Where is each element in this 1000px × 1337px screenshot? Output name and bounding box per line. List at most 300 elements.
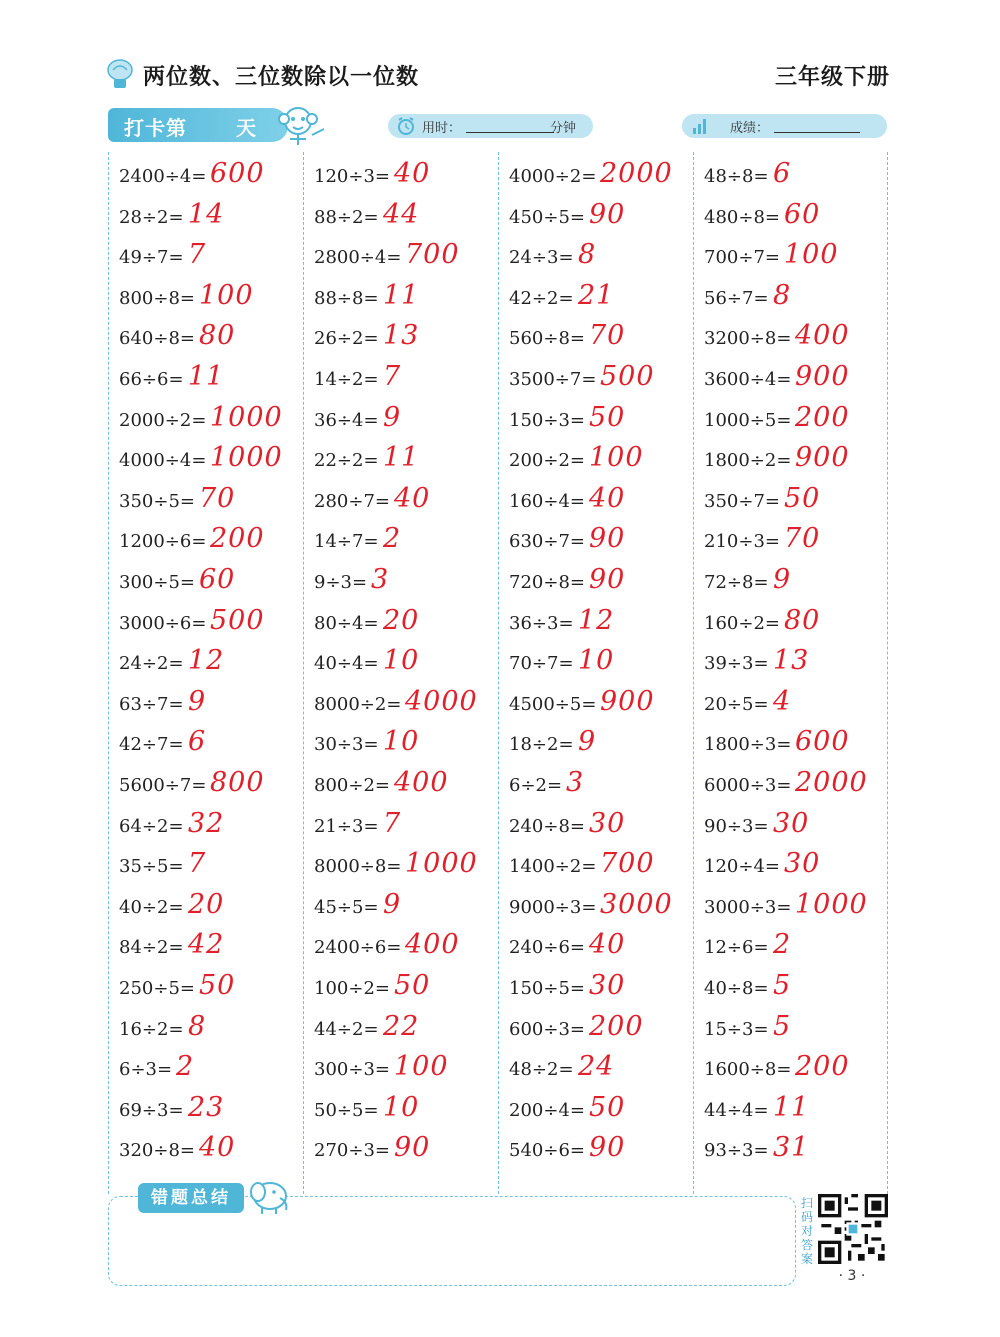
problem-answer[interactable]: 2000 bbox=[600, 158, 673, 189]
problem-row bbox=[314, 887, 497, 927]
problem-answer[interactable]: 200 bbox=[210, 523, 265, 555]
problem-answer[interactable]: 7 bbox=[188, 848, 207, 880]
problem-question: 8000÷8= bbox=[314, 856, 402, 878]
problem-answer[interactable]: 2 bbox=[383, 523, 402, 555]
problem-answer[interactable]: 32 bbox=[188, 807, 225, 839]
problem-answer[interactable]: 20 bbox=[383, 604, 420, 636]
problem-row bbox=[314, 968, 497, 1008]
problem-answer[interactable]: 50 bbox=[394, 970, 431, 1001]
problem-answer[interactable]: 9 bbox=[383, 401, 402, 433]
problem-row bbox=[509, 724, 692, 764]
problem-row bbox=[314, 359, 497, 399]
problem-answer[interactable]: 44 bbox=[383, 198, 420, 230]
problem-column bbox=[693, 152, 888, 1194]
problem-row bbox=[704, 562, 887, 602]
problem-answer[interactable]: 900 bbox=[795, 442, 850, 474]
problem-row bbox=[119, 278, 302, 318]
problem-row bbox=[314, 765, 497, 805]
time-unit: 分钟 bbox=[550, 121, 577, 136]
problem-answer[interactable]: 100 bbox=[394, 1051, 449, 1083]
problem-answer[interactable]: 10 bbox=[383, 645, 420, 677]
problem-question: 4500÷5= bbox=[509, 693, 597, 715]
problem-row bbox=[314, 562, 497, 602]
problem-row bbox=[119, 806, 302, 846]
problem-answer[interactable]: 900 bbox=[795, 361, 850, 392]
problem-question: 5600÷7= bbox=[119, 775, 207, 796]
problem-question: 1400÷2= bbox=[509, 856, 597, 878]
problem-row bbox=[704, 643, 887, 683]
problem-row bbox=[119, 1130, 302, 1170]
problem-row bbox=[704, 156, 887, 196]
problem-answer[interactable]: 100 bbox=[589, 442, 644, 474]
problem-question: 21÷3= bbox=[314, 815, 379, 837]
problem-answer[interactable]: 9 bbox=[578, 726, 597, 758]
problem-answer[interactable]: 12 bbox=[188, 645, 225, 677]
problem-question: 100÷2= bbox=[314, 978, 390, 999]
problem-answer[interactable]: 1000 bbox=[210, 442, 283, 474]
problem-row bbox=[314, 1049, 497, 1089]
problem-answer[interactable]: 90 bbox=[589, 564, 626, 595]
problem-question: 630÷7= bbox=[509, 531, 585, 553]
problem-question: 1800÷2= bbox=[704, 450, 792, 472]
problem-answer[interactable]: 40 bbox=[589, 482, 626, 514]
problem-grid bbox=[108, 152, 888, 1194]
problem-answer[interactable]: 4000 bbox=[405, 685, 478, 717]
problem-column bbox=[303, 152, 498, 1194]
problem-row bbox=[314, 1090, 497, 1130]
problem-row bbox=[119, 887, 302, 927]
problem-question: 350÷7= bbox=[704, 490, 780, 512]
problem-row bbox=[509, 359, 692, 399]
problem-row bbox=[704, 846, 887, 886]
problem-question: 39÷3= bbox=[704, 653, 769, 675]
problem-question: 800÷2= bbox=[314, 775, 390, 796]
problem-row bbox=[119, 562, 302, 602]
mistakes-summary-label: 错题总结 bbox=[138, 1183, 244, 1213]
problem-question: 3500÷7= bbox=[509, 369, 597, 390]
problem-answer[interactable]: 50 bbox=[784, 482, 821, 514]
problem-question: 66÷6= bbox=[119, 369, 184, 390]
problem-question: 88÷8= bbox=[314, 287, 379, 309]
problem-question: 270÷3= bbox=[314, 1140, 390, 1162]
problem-row bbox=[704, 400, 887, 440]
problem-question: 49÷7= bbox=[119, 247, 184, 269]
problem-row bbox=[119, 684, 302, 724]
grade-label: 三年级下册 bbox=[774, 65, 890, 90]
problem-row bbox=[509, 521, 692, 561]
problem-question: 480÷8= bbox=[704, 206, 780, 228]
problem-question: 69÷3= bbox=[119, 1099, 184, 1121]
problem-answer[interactable]: 22 bbox=[383, 1010, 420, 1042]
problem-row bbox=[314, 806, 497, 846]
problem-answer[interactable]: 80 bbox=[199, 320, 236, 352]
problem-row bbox=[704, 1009, 887, 1049]
problem-answer[interactable]: 1000 bbox=[405, 848, 478, 880]
problem-answer[interactable]: 31 bbox=[773, 1132, 810, 1164]
problem-question: 120÷3= bbox=[314, 166, 390, 187]
checkin-day-suffix: 天 bbox=[236, 116, 256, 140]
problem-row bbox=[314, 318, 497, 358]
problem-row bbox=[509, 197, 692, 237]
problem-answer[interactable]: 90 bbox=[589, 198, 626, 230]
problem-question: 26÷2= bbox=[314, 328, 379, 350]
problem-row bbox=[704, 765, 887, 805]
problem-answer[interactable]: 9 bbox=[773, 564, 792, 595]
score-input-line[interactable] bbox=[774, 132, 860, 133]
problem-question: 8000÷2= bbox=[314, 693, 402, 715]
problem-answer[interactable]: 11 bbox=[188, 361, 225, 392]
problem-row bbox=[314, 1130, 497, 1170]
problem-row bbox=[704, 684, 887, 724]
problem-row bbox=[119, 1090, 302, 1130]
problem-question: 45÷5= bbox=[314, 896, 379, 918]
problem-row bbox=[119, 481, 302, 521]
problem-question: 320÷8= bbox=[119, 1140, 195, 1162]
problem-question: 700÷7= bbox=[704, 247, 780, 269]
problem-row bbox=[509, 1130, 692, 1170]
problem-row bbox=[314, 846, 497, 886]
problem-answer[interactable]: 30 bbox=[773, 807, 810, 839]
problem-answer[interactable]: 8 bbox=[773, 279, 792, 311]
problem-row bbox=[704, 481, 887, 521]
elephant-icon bbox=[246, 1176, 294, 1216]
problem-row bbox=[314, 927, 497, 967]
monkey-icon bbox=[276, 103, 328, 147]
problem-row bbox=[314, 643, 497, 683]
problem-question: 64÷2= bbox=[119, 815, 184, 837]
problem-question: 12÷6= bbox=[704, 937, 769, 959]
problem-question: 3000÷3= bbox=[704, 896, 792, 918]
problem-question: 44÷2= bbox=[314, 1018, 379, 1040]
problem-answer[interactable]: 900 bbox=[600, 685, 655, 717]
problem-question: 210÷3= bbox=[704, 531, 780, 553]
problem-question: 18÷2= bbox=[509, 734, 574, 756]
problem-answer[interactable]: 500 bbox=[600, 361, 655, 392]
problem-question: 28÷2= bbox=[119, 206, 184, 228]
problem-answer[interactable]: 90 bbox=[589, 523, 626, 555]
brain-logo-icon bbox=[105, 58, 135, 90]
problem-row bbox=[509, 440, 692, 480]
problem-row bbox=[119, 1009, 302, 1049]
problem-row bbox=[509, 237, 692, 277]
problem-row bbox=[314, 156, 497, 196]
problem-answer[interactable]: 60 bbox=[784, 198, 821, 230]
problem-answer[interactable]: 23 bbox=[188, 1091, 225, 1123]
problem-row bbox=[509, 481, 692, 521]
problem-answer[interactable]: 11 bbox=[773, 1091, 810, 1123]
problem-question: 540÷6= bbox=[509, 1140, 585, 1162]
problem-answer[interactable]: 5 bbox=[773, 1010, 792, 1042]
problem-answer[interactable]: 40 bbox=[199, 1132, 236, 1164]
problem-row bbox=[314, 237, 497, 277]
problem-question: 42÷7= bbox=[119, 734, 184, 756]
problem-answer[interactable]: 12 bbox=[578, 604, 615, 636]
problem-row bbox=[704, 968, 887, 1008]
problem-row bbox=[119, 197, 302, 237]
problem-row bbox=[704, 278, 887, 318]
problem-question: 1000÷5= bbox=[704, 409, 792, 431]
page-number: · 3 · bbox=[838, 1268, 866, 1284]
problem-row bbox=[119, 765, 302, 805]
problem-row bbox=[314, 521, 497, 561]
problem-question: 1800÷3= bbox=[704, 734, 792, 756]
problem-answer[interactable]: 100 bbox=[784, 239, 839, 271]
problem-question: 3600÷4= bbox=[704, 369, 792, 390]
problem-question: 84÷2= bbox=[119, 937, 184, 959]
problem-question: 720÷8= bbox=[509, 572, 585, 593]
problem-answer[interactable]: 7 bbox=[383, 361, 402, 392]
problem-row bbox=[314, 724, 497, 764]
problem-question: 48÷8= bbox=[704, 166, 769, 187]
problem-row bbox=[509, 318, 692, 358]
problem-row bbox=[119, 359, 302, 399]
problem-answer[interactable]: 24 bbox=[578, 1051, 615, 1083]
problem-answer[interactable]: 2 bbox=[773, 929, 792, 961]
problem-answer[interactable]: 200 bbox=[589, 1010, 644, 1042]
problem-question: 35÷5= bbox=[119, 856, 184, 878]
problem-answer[interactable]: 8 bbox=[578, 239, 597, 271]
problem-answer[interactable]: 700 bbox=[600, 848, 655, 880]
problem-row bbox=[509, 400, 692, 440]
problem-question: 640÷8= bbox=[119, 328, 195, 350]
problem-question: 4000÷2= bbox=[509, 166, 597, 187]
problem-answer[interactable]: 600 bbox=[795, 726, 850, 758]
scan-for-answers-text: 扫码对答案 bbox=[800, 1196, 813, 1266]
problem-question: 300÷5= bbox=[119, 572, 195, 593]
problem-question: 120÷4= bbox=[704, 856, 780, 878]
problem-answer[interactable]: 10 bbox=[383, 726, 420, 758]
problem-question: 200÷2= bbox=[509, 450, 585, 472]
problem-answer[interactable]: 10 bbox=[578, 645, 615, 677]
problem-answer[interactable]: 8 bbox=[188, 1010, 207, 1042]
problem-row bbox=[119, 643, 302, 683]
problem-answer[interactable]: 30 bbox=[589, 807, 626, 839]
score-field bbox=[682, 114, 887, 138]
problem-row bbox=[704, 724, 887, 764]
alarm-clock-icon bbox=[396, 116, 416, 136]
problem-question: 600÷3= bbox=[509, 1018, 585, 1040]
problem-question: 15÷3= bbox=[704, 1018, 769, 1040]
problem-answer[interactable]: 4 bbox=[773, 685, 792, 717]
problem-answer[interactable]: 30 bbox=[784, 848, 821, 880]
problem-row bbox=[509, 846, 692, 886]
problem-question: 350÷5= bbox=[119, 490, 195, 512]
problem-question: 56÷7= bbox=[704, 287, 769, 309]
problem-answer[interactable]: 3 bbox=[371, 564, 390, 595]
problem-answer[interactable]: 400 bbox=[394, 767, 449, 798]
problem-row bbox=[119, 400, 302, 440]
problem-answer[interactable]: 400 bbox=[795, 320, 850, 352]
problem-row bbox=[119, 927, 302, 967]
problem-column bbox=[498, 152, 693, 1194]
problem-question: 280÷7= bbox=[314, 490, 390, 512]
problem-answer[interactable]: 9 bbox=[188, 685, 207, 717]
qr-code-icon[interactable] bbox=[818, 1194, 888, 1264]
problem-row bbox=[314, 684, 497, 724]
problem-question: 2400÷4= bbox=[119, 166, 207, 187]
problem-row bbox=[119, 846, 302, 886]
problem-answer[interactable]: 30 bbox=[589, 970, 626, 1001]
problem-row bbox=[314, 603, 497, 643]
problem-answer[interactable]: 200 bbox=[795, 1051, 850, 1083]
problem-answer[interactable]: 90 bbox=[589, 1132, 626, 1164]
problem-question: 150÷5= bbox=[509, 978, 585, 999]
problem-row bbox=[704, 603, 887, 643]
problem-row bbox=[509, 562, 692, 602]
problem-question: 30÷3= bbox=[314, 734, 379, 756]
problem-answer[interactable]: 600 bbox=[210, 158, 265, 189]
problem-answer[interactable]: 40 bbox=[589, 929, 626, 961]
page-title: 两位数、三位数除以一位数 bbox=[143, 65, 420, 90]
problem-row bbox=[509, 968, 692, 1008]
problem-answer[interactable]: 70 bbox=[199, 482, 236, 514]
problem-row bbox=[314, 278, 497, 318]
problem-question: 80÷4= bbox=[314, 612, 379, 634]
problem-answer[interactable]: 11 bbox=[383, 279, 420, 311]
problem-question: 40÷4= bbox=[314, 653, 379, 675]
problem-answer[interactable]: 700 bbox=[405, 239, 460, 271]
problem-row bbox=[704, 237, 887, 277]
problem-row bbox=[119, 521, 302, 561]
problem-question: 20÷5= bbox=[704, 693, 769, 715]
problem-row bbox=[119, 237, 302, 277]
problem-row bbox=[314, 400, 497, 440]
time-field bbox=[388, 114, 593, 138]
problem-row bbox=[704, 1090, 887, 1130]
problem-answer[interactable]: 42 bbox=[188, 929, 225, 961]
problem-answer[interactable]: 50 bbox=[199, 970, 236, 1001]
problem-answer[interactable]: 200 bbox=[795, 401, 850, 433]
problem-answer[interactable]: 21 bbox=[578, 279, 615, 311]
problem-answer[interactable]: 800 bbox=[210, 767, 265, 798]
problem-row bbox=[704, 887, 887, 927]
problem-row bbox=[704, 359, 887, 399]
problem-answer[interactable]: 1000 bbox=[795, 888, 868, 920]
problem-answer[interactable]: 50 bbox=[589, 1091, 626, 1123]
problem-question: 9÷3= bbox=[314, 572, 368, 593]
time-label: 用时： bbox=[422, 121, 462, 136]
problem-answer[interactable]: 3 bbox=[566, 767, 585, 798]
problem-question: 2800÷4= bbox=[314, 247, 402, 269]
bar-chart-icon bbox=[690, 116, 710, 136]
problem-question: 1200÷6= bbox=[119, 531, 207, 553]
problem-answer[interactable]: 80 bbox=[784, 604, 821, 636]
problem-row bbox=[704, 318, 887, 358]
problem-question: 240÷8= bbox=[509, 815, 585, 837]
problem-answer[interactable]: 3000 bbox=[600, 888, 673, 920]
problem-answer[interactable]: 13 bbox=[773, 645, 810, 677]
problem-answer[interactable]: 6 bbox=[188, 726, 207, 758]
problem-answer[interactable]: 6 bbox=[773, 158, 792, 189]
problem-answer[interactable]: 2000 bbox=[795, 767, 868, 798]
problem-question: 63÷7= bbox=[119, 693, 184, 715]
problem-question: 3000÷6= bbox=[119, 612, 207, 634]
problem-question: 6÷2= bbox=[509, 775, 563, 796]
problem-row bbox=[704, 1049, 887, 1089]
problem-question: 24÷2= bbox=[119, 653, 184, 675]
problem-row bbox=[509, 1049, 692, 1089]
problem-question: 70÷7= bbox=[509, 653, 574, 675]
problem-row bbox=[704, 1130, 887, 1170]
problem-answer[interactable]: 70 bbox=[589, 320, 626, 352]
problem-question: 160÷4= bbox=[509, 490, 585, 512]
problem-row bbox=[509, 887, 692, 927]
problem-question: 36÷4= bbox=[314, 409, 379, 431]
problem-row bbox=[509, 684, 692, 724]
problem-answer[interactable]: 100 bbox=[199, 279, 254, 311]
problem-question: 2000÷2= bbox=[119, 409, 207, 431]
page-header bbox=[105, 58, 890, 94]
problem-row bbox=[509, 765, 692, 805]
problem-answer[interactable]: 20 bbox=[188, 888, 225, 920]
problem-row bbox=[119, 603, 302, 643]
problem-answer[interactable]: 9 bbox=[383, 888, 402, 920]
problem-question: 14÷7= bbox=[314, 531, 379, 553]
problem-row bbox=[704, 927, 887, 967]
problem-question: 6000÷3= bbox=[704, 775, 792, 796]
problem-row bbox=[119, 156, 302, 196]
problem-question: 42÷2= bbox=[509, 287, 574, 309]
problem-question: 450÷5= bbox=[509, 206, 585, 228]
problem-row bbox=[704, 806, 887, 846]
checkin-label: 打卡第 bbox=[124, 116, 187, 140]
problem-row bbox=[509, 806, 692, 846]
problem-answer[interactable]: 50 bbox=[589, 401, 626, 433]
problem-question: 1600÷8= bbox=[704, 1059, 792, 1081]
problem-question: 800÷8= bbox=[119, 287, 195, 309]
problem-answer[interactable]: 7 bbox=[188, 239, 207, 271]
time-input-line[interactable] bbox=[466, 132, 554, 133]
problem-answer[interactable]: 40 bbox=[394, 482, 431, 514]
problem-answer[interactable]: 10 bbox=[383, 1091, 420, 1123]
problem-question: 160÷2= bbox=[704, 612, 780, 634]
problem-answer[interactable]: 1000 bbox=[210, 401, 283, 433]
problem-answer[interactable]: 500 bbox=[210, 604, 265, 636]
problem-question: 44÷4= bbox=[704, 1099, 769, 1121]
problem-question: 3200÷8= bbox=[704, 328, 792, 350]
problem-question: 48÷2= bbox=[509, 1059, 574, 1081]
problem-question: 88÷2= bbox=[314, 206, 379, 228]
problem-question: 24÷3= bbox=[509, 247, 574, 269]
problem-question: 22÷2= bbox=[314, 450, 379, 472]
problem-question: 250÷5= bbox=[119, 978, 195, 999]
checkin-day-bar bbox=[108, 108, 288, 142]
problem-row bbox=[704, 521, 887, 561]
problem-row bbox=[509, 1090, 692, 1130]
problem-question: 40÷2= bbox=[119, 896, 184, 918]
problem-row bbox=[119, 968, 302, 1008]
problem-answer[interactable]: 14 bbox=[188, 198, 225, 230]
problem-row bbox=[509, 156, 692, 196]
problem-answer[interactable]: 40 bbox=[394, 158, 431, 189]
problem-answer[interactable]: 60 bbox=[199, 564, 236, 595]
problem-row bbox=[704, 440, 887, 480]
problem-answer[interactable]: 90 bbox=[394, 1132, 431, 1164]
problem-question: 6÷3= bbox=[119, 1059, 173, 1081]
problem-answer[interactable]: 7 bbox=[383, 807, 402, 839]
problem-question: 4000÷4= bbox=[119, 450, 207, 472]
problem-answer[interactable]: 13 bbox=[383, 320, 420, 352]
problem-question: 300÷3= bbox=[314, 1059, 390, 1081]
problem-answer[interactable]: 11 bbox=[383, 442, 420, 474]
problem-answer[interactable]: 2 bbox=[176, 1051, 195, 1083]
problem-answer[interactable]: 400 bbox=[405, 929, 460, 961]
problem-answer[interactable]: 5 bbox=[773, 970, 792, 1001]
problem-row bbox=[509, 927, 692, 967]
problem-question: 40÷8= bbox=[704, 978, 769, 999]
problem-row bbox=[314, 197, 497, 237]
problem-answer[interactable]: 70 bbox=[784, 523, 821, 555]
